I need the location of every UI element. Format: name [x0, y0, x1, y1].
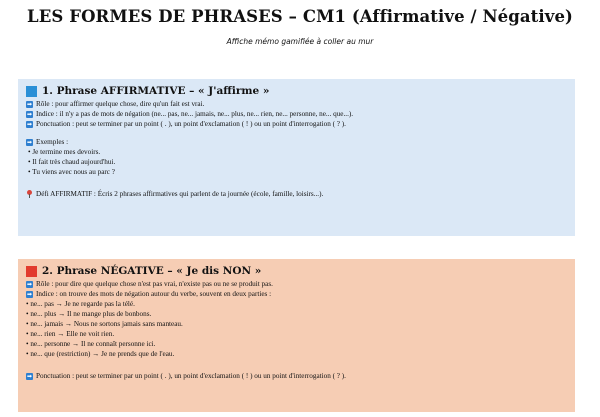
affirmative-indice: [26, 109, 569, 119]
affirmative-ponctuation: [26, 119, 569, 129]
red-square-icon: [26, 266, 37, 277]
list-item: • Il fait très chaud aujourd'hui.: [28, 158, 116, 166]
list-item: • ne... que (restriction) → Je ne prends que de l'eau.: [26, 350, 175, 358]
arrow-right-icon: ➡: [26, 372, 33, 380]
list-item: • ne... plus → Il ne mange plus de bonbons.: [26, 310, 152, 318]
arrow-right-icon: ➡: [26, 120, 33, 128]
affirmative-role-text: Rôle : pour affirmer quelque chose, dire qu'un fait est vrai.: [36, 100, 205, 108]
list-item: • ne... pas → Je ne regarde pas la télé.: [26, 300, 135, 308]
affirmative-heading: [26, 83, 569, 99]
affirmative-indice-text: Indice : il n'y a pas de mots de négation (ne... pas, ne... jamais, ne... plus, ne... rien, ne... personne, ne... que...).: [36, 110, 354, 118]
affirmative-exemples-label: [26, 137, 569, 147]
affirmative-role: [26, 99, 569, 109]
negative-indice: [26, 289, 569, 299]
list-item: • ne... jamais → Nous ne sortons jamais sans manteau.: [26, 320, 183, 328]
arrow-right-icon: ➡: [26, 110, 33, 118]
arrow-right-icon: ➡: [26, 280, 33, 288]
affirmative-defi: [26, 189, 569, 199]
arrow-right-icon: ➡: [26, 100, 33, 108]
page-subtitle: Affiche mémo gamifiée à coller au mur: [226, 37, 374, 46]
affirmative-exemples-label-text: Exemples :: [36, 138, 69, 146]
negative-section: [18, 259, 575, 412]
list-item: • Je termine mes devoirs.: [28, 148, 101, 156]
negative-heading-text: 2. Phrase NÉGATIVE – « Je dis NON »: [42, 265, 262, 277]
negative-indice-text: Indice : on trouve des mots de négation autour du verbe, souvent en deux parties :: [36, 290, 272, 298]
affirmative-heading-text: 1. Phrase AFFIRMATIVE – « J'affirme »: [42, 85, 270, 97]
arrow-right-icon: ➡: [26, 138, 33, 146]
negative-ponctuation: [26, 371, 569, 381]
list-item: • ne... rien → Elle ne voit rien.: [26, 330, 115, 338]
negative-heading: [26, 263, 569, 279]
pushpin-icon: [26, 190, 33, 198]
affirmative-section: [18, 79, 575, 236]
negative-role-text: Rôle : pour dire que quelque chose n'est pas vrai, n'existe pas ou ne se produit pas.: [36, 280, 273, 288]
negative-ponctuation-text: Ponctuation : peut se terminer par un point ( . ), un point d'exclamation ( ! ) ou un point d'interrogation ( ? ).: [36, 372, 346, 380]
affirmative-ponctuation-text: Ponctuation : peut se terminer par un point ( . ), un point d'exclamation ( ! ) ou un point d'interrogation ( ? ).: [36, 120, 346, 128]
arrow-right-icon: ➡: [26, 290, 33, 298]
negative-role: [26, 279, 569, 289]
list-item: • ne... personne → Il ne connaît personne ici.: [26, 340, 156, 348]
page-title: LES FORMES DE PHRASES – CM1 (Affirmative / Négative): [27, 7, 573, 26]
affirmative-defi-text: Défi AFFIRMATIF : Écris 2 phrases affirmatives qui parlent de ta journée (école, famille, loisirs...).: [36, 190, 324, 198]
blue-square-icon: [26, 86, 37, 97]
list-item: • Tu viens avec nous au parc ?: [28, 168, 115, 176]
